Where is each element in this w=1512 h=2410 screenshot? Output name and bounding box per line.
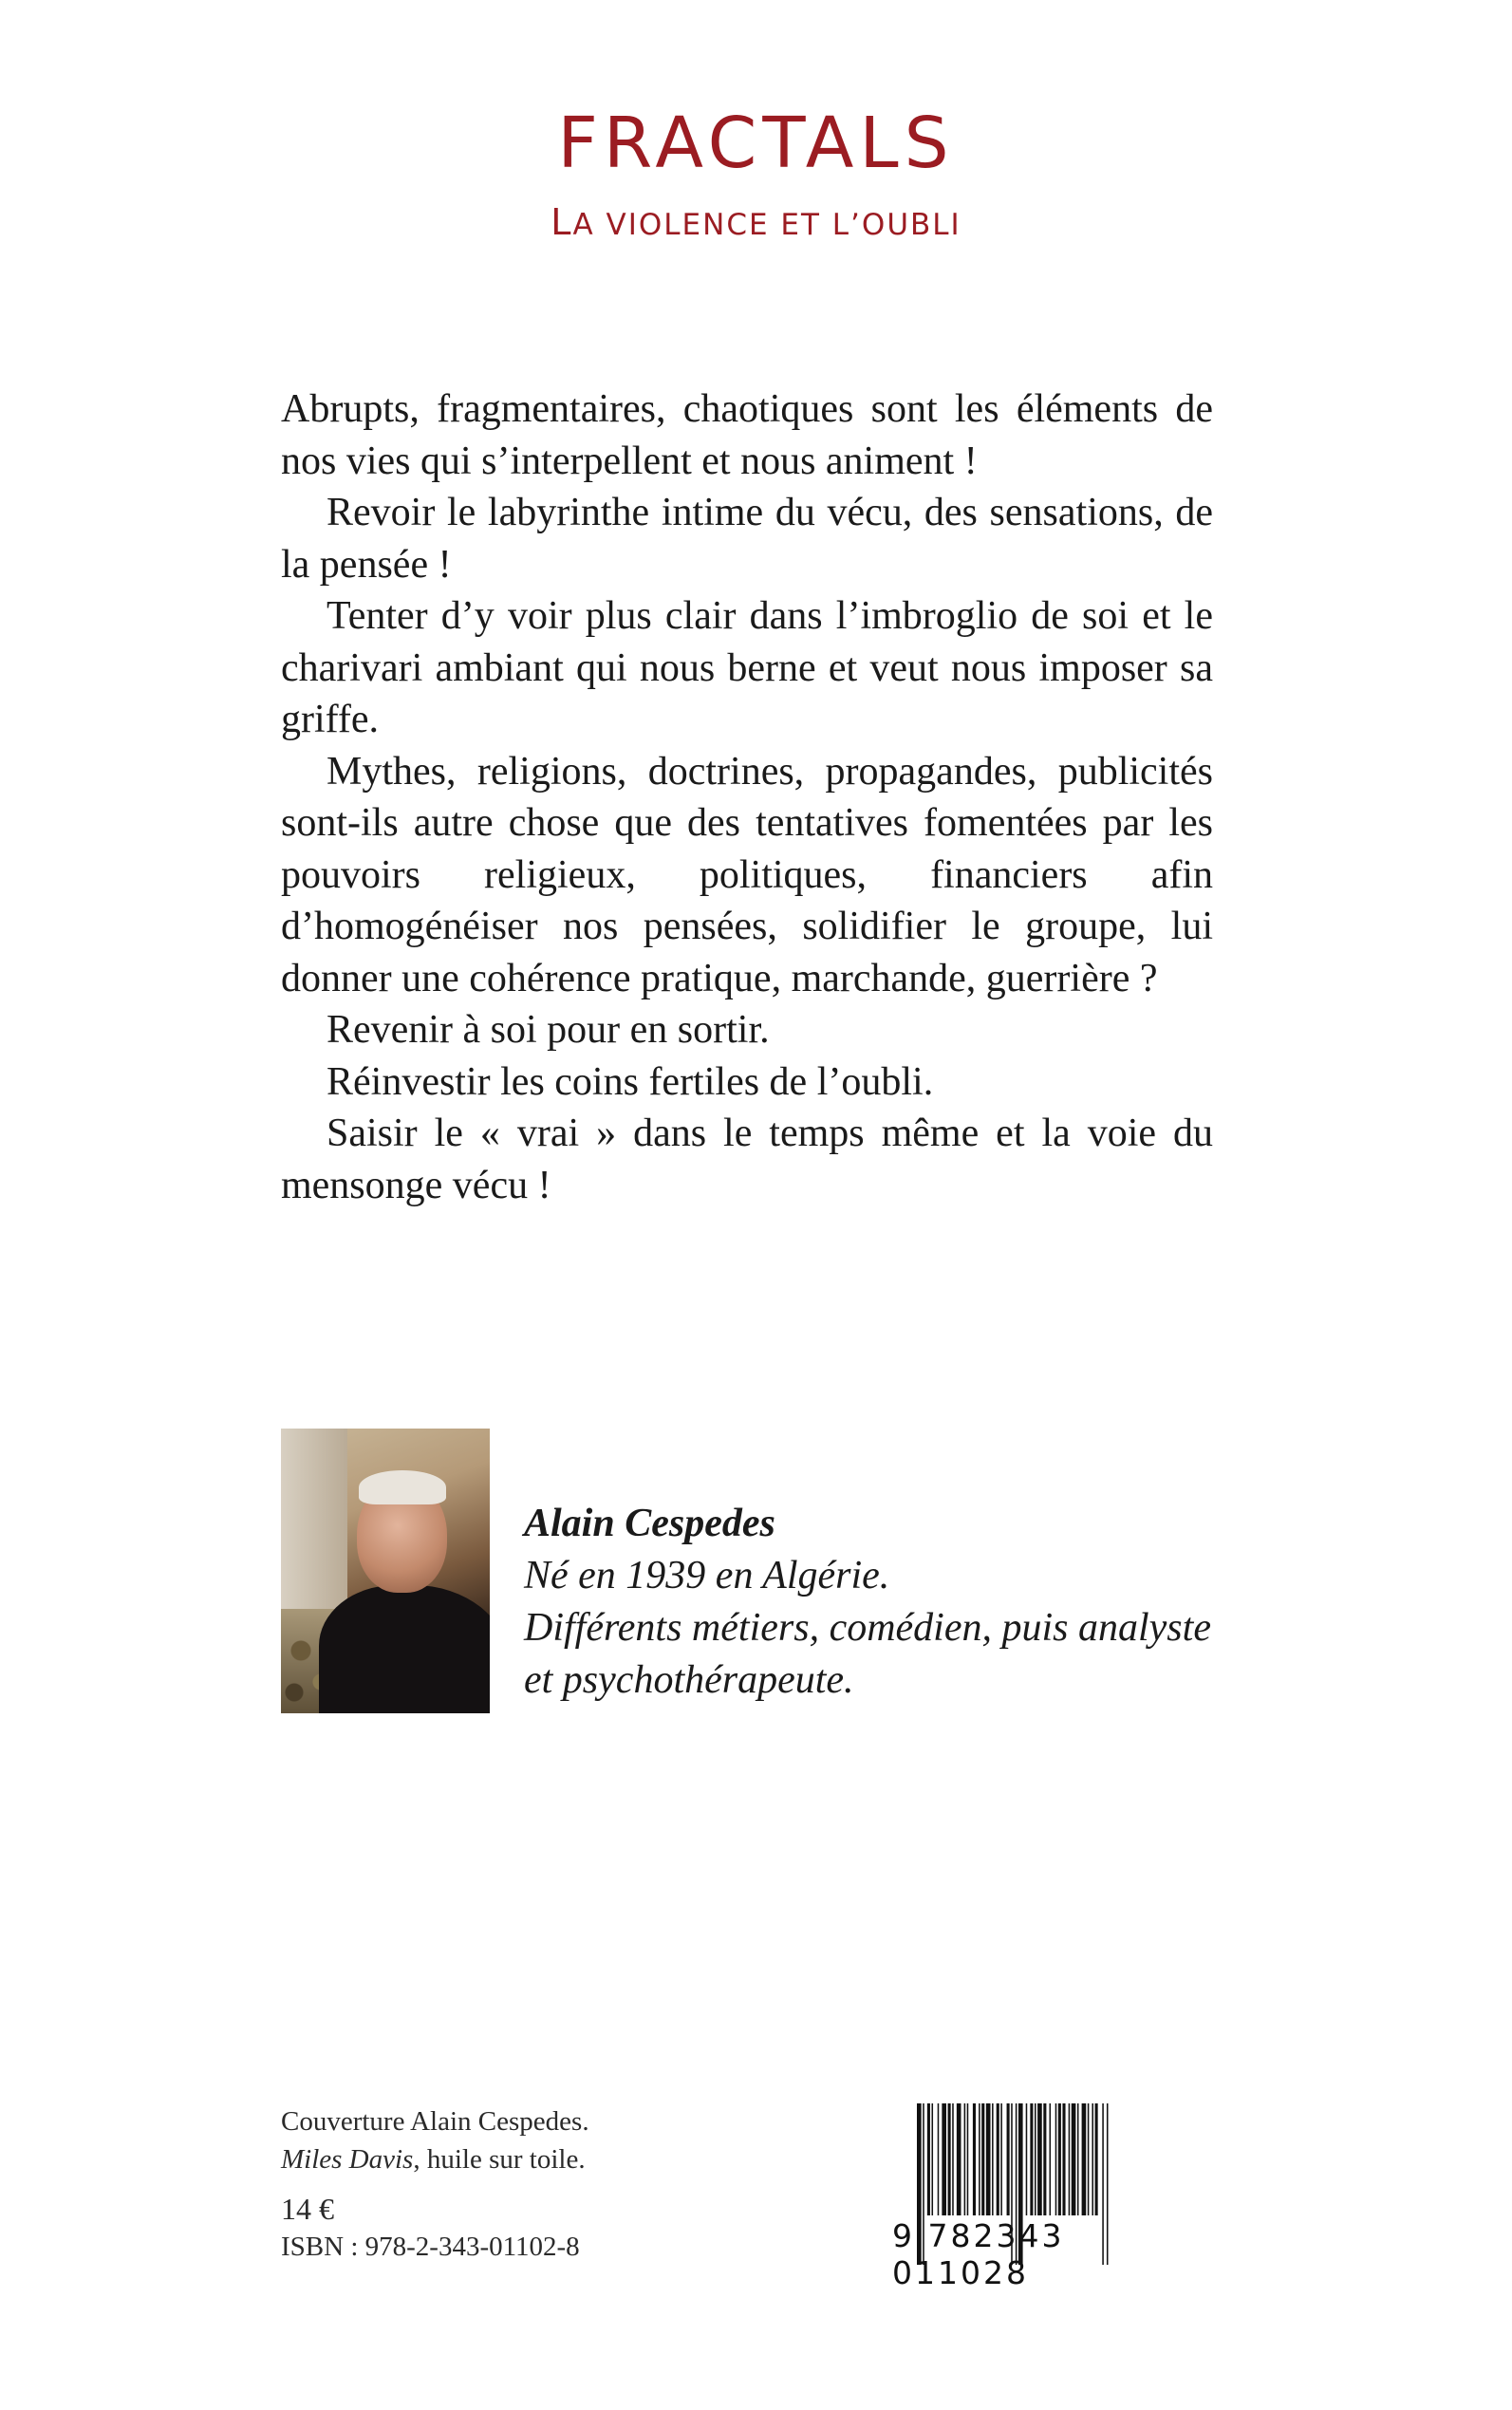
author-bio <box>524 1498 1226 1707</box>
barcode-bar <box>1055 2103 1057 2215</box>
book-subtitle <box>0 201 1512 243</box>
barcode-bar <box>981 2103 984 2215</box>
isbn-text: ISBN : 978-2-343-01102-8 <box>281 2232 580 2262</box>
barcode-bar <box>932 2103 934 2215</box>
author-photo <box>281 1429 490 1713</box>
barcode-bar <box>927 2103 930 2215</box>
barcode-bar <box>942 2103 946 2215</box>
barcode-bar <box>1035 2103 1036 2215</box>
blurb-paragraph: Réinvestir les coins fertiles de l’oubli. <box>327 1059 934 1104</box>
barcode-bar <box>1050 2103 1052 2215</box>
barcode-bar <box>1082 2103 1087 2215</box>
barcode-bar <box>1088 2103 1090 2215</box>
blurb-paragraph: Revenir à soi pour en sortir. <box>327 1008 770 1052</box>
barcode-bar <box>1072 2103 1076 2215</box>
blurb-paragraph: Saisir le « vrai » dans le temps même et la voie du mensonge vécu ! <box>281 1112 1213 1207</box>
barcode-bar <box>1026 2103 1028 2215</box>
credits-block <box>281 2102 589 2266</box>
blurb-paragraph: Abrupts, fragmentaires, chaotiques sont les éléments de nos vies qui s’interpellent et nous animent ! <box>281 387 1213 483</box>
price: 14 € <box>281 2192 334 2226</box>
barcode-bar <box>1062 2103 1065 2215</box>
author-birth: Né en 1939 en Algérie. <box>524 1554 890 1597</box>
subtitle-initial: L <box>551 201 573 243</box>
barcode-bar <box>1092 2103 1093 2215</box>
back-cover-blurb <box>281 383 1213 1211</box>
barcode-bar <box>1069 2103 1071 2215</box>
barcode-bar <box>1037 2103 1042 2215</box>
painting-medium: , huile sur toile. <box>413 2144 586 2175</box>
blurb-paragraph: Revoir le labyrinthe intime du vécu, des sensations, de la pensée ! <box>281 491 1213 587</box>
barcode-bar <box>957 2103 961 2215</box>
barcode-bar <box>1043 2103 1046 2215</box>
author-name: Alain Cespedes <box>524 1502 775 1545</box>
barcode-bar <box>992 2103 994 2215</box>
barcode-bar <box>964 2103 966 2215</box>
photo-author-hair <box>359 1470 446 1504</box>
barcode-bar <box>1000 2103 1002 2215</box>
book-title: FRACTALS <box>557 103 955 184</box>
cover-credit: Couverture Alain Cespedes. <box>281 2106 589 2137</box>
barcode-bar <box>967 2103 969 2215</box>
blurb-paragraph: Tenter d’y voir plus clair dans l’imbroglio de soi et le charivari ambiant qui nous berne et veut nous imposer sa griffe. <box>281 594 1213 741</box>
barcode-bar <box>1007 2103 1010 2215</box>
subtitle-rest: A VIOLENCE ET L’OUBLI <box>572 208 961 242</box>
photo-author-body <box>319 1585 490 1713</box>
barcode-bar <box>973 2103 976 2215</box>
barcode-bar <box>938 2103 940 2215</box>
blurb-paragraph: Mythes, religions, doctrines, propagandes, publicités sont-ils autre chose que des tentatives fomentées par les pouvoirs religieux, politiques, financiers afin d’homogénéiser nos pensées, solidifier le groupe, lui donner une cohérence pratique, marchande, guerrière ? <box>281 749 1213 1000</box>
barcode-digits: 9 782343 011028 <box>892 2217 1065 2291</box>
barcode-bar <box>979 2103 980 2215</box>
author-career: Différents métiers, comédien, puis analyste et psychothérapeute. <box>524 1606 1211 1702</box>
barcode-bar <box>1077 2103 1079 2215</box>
painting-credit <box>281 2140 589 2178</box>
barcode-bar <box>1030 2103 1033 2215</box>
painting-title: Miles Davis <box>281 2144 414 2175</box>
barcode-bar <box>1095 2103 1098 2215</box>
barcode-bar <box>997 2103 999 2215</box>
barcode-bar <box>986 2103 991 2215</box>
barcode-bar <box>948 2103 951 2215</box>
barcode-bar <box>952 2103 954 2215</box>
barcode-bar <box>1058 2103 1061 2215</box>
